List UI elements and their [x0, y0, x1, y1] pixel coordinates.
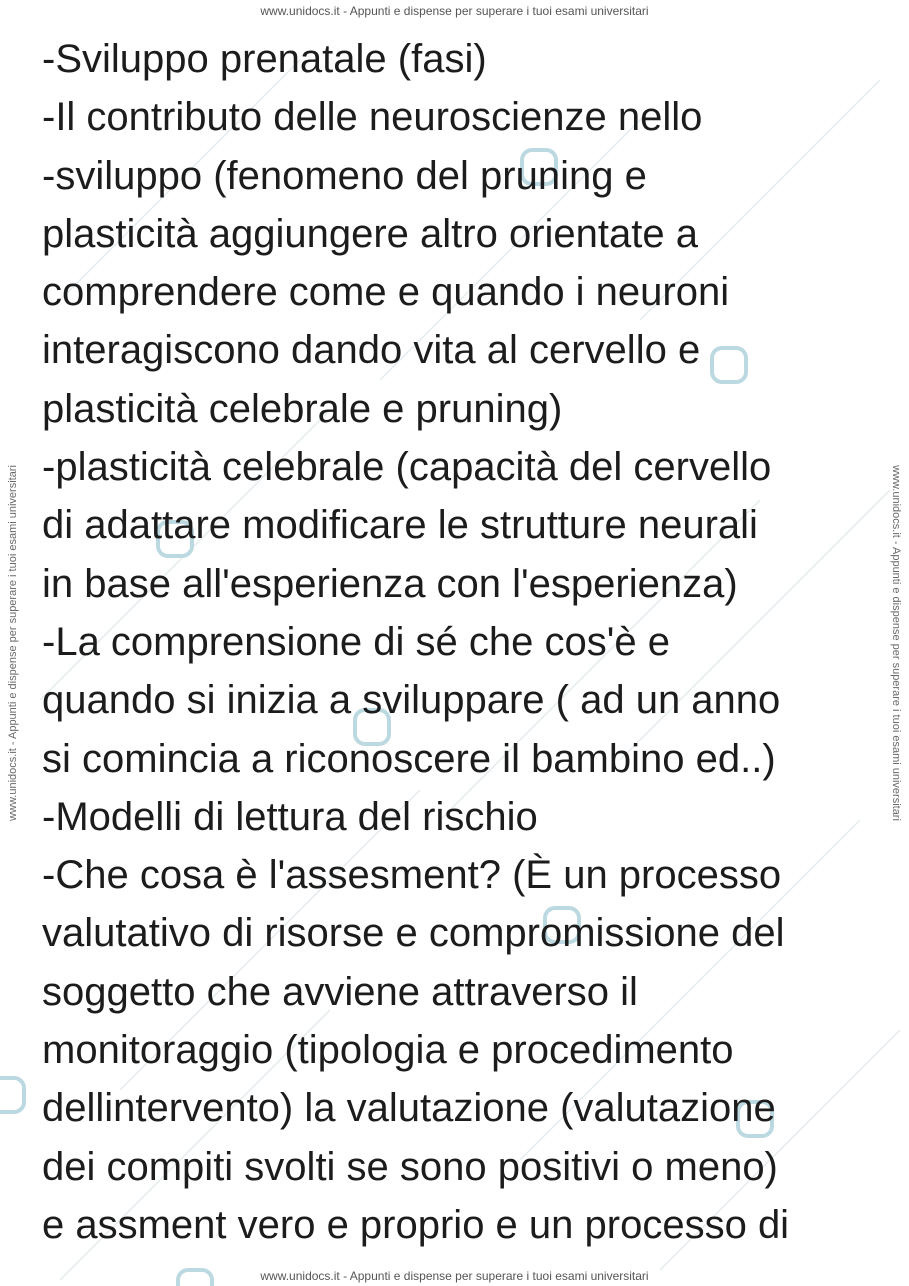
note-line: comprendere come e quando i neuroni: [42, 270, 730, 315]
note-line: plasticità celebrale e pruning): [42, 386, 563, 431]
note-line: monitoraggio (tipologia e procedimento: [42, 1028, 734, 1073]
watermark-bottom: www.unidocs.it - Appunti e dispense per superare i tuoi esami universitari: [260, 1269, 649, 1283]
notes-body: [42, 30, 892, 1254]
note-line: si comincia a riconoscere il bambino ed..): [42, 736, 776, 781]
note-line: in base all'esperienza con l'esperienza): [42, 561, 738, 606]
note-line: -Che cosa è l'assesment? (È un processo: [42, 853, 782, 898]
note-line: -Modelli di lettura del rischio: [42, 794, 538, 839]
note-line: interagiscono dando vita al cervello e: [42, 328, 701, 373]
note-line: -Il contributo delle neuroscienze nello: [42, 95, 703, 140]
watermark-top: www.unidocs.it - Appunti e dispense per superare i tuoi esami universitari: [260, 4, 649, 18]
note-line: -plasticità celebrale (capacità del cervello: [42, 445, 772, 490]
note-line: -La comprensione di sé che cos'è e: [42, 619, 670, 664]
note-line: valutativo di risorse e compromissione del: [42, 911, 785, 956]
note-line: -sviluppo (fenomeno del pruning e: [42, 153, 647, 198]
note-line: e assment vero e proprio e un processo di: [42, 1202, 790, 1247]
note-line: -Sviluppo prenatale (fasi): [42, 37, 487, 81]
note-line: dei compiti svolti se sono positivi o meno): [42, 1144, 778, 1189]
note-line: soggetto che avviene attraverso il: [42, 969, 638, 1014]
note-line: quando si inizia a sviluppare ( ad un anno: [42, 678, 781, 723]
note-line: plasticità aggiungere altro orientate a: [42, 211, 698, 256]
note-line: di adattare modificare le strutture neurali: [42, 503, 758, 548]
note-line: dellintervento) la valutazione (valutazione: [42, 1086, 776, 1131]
